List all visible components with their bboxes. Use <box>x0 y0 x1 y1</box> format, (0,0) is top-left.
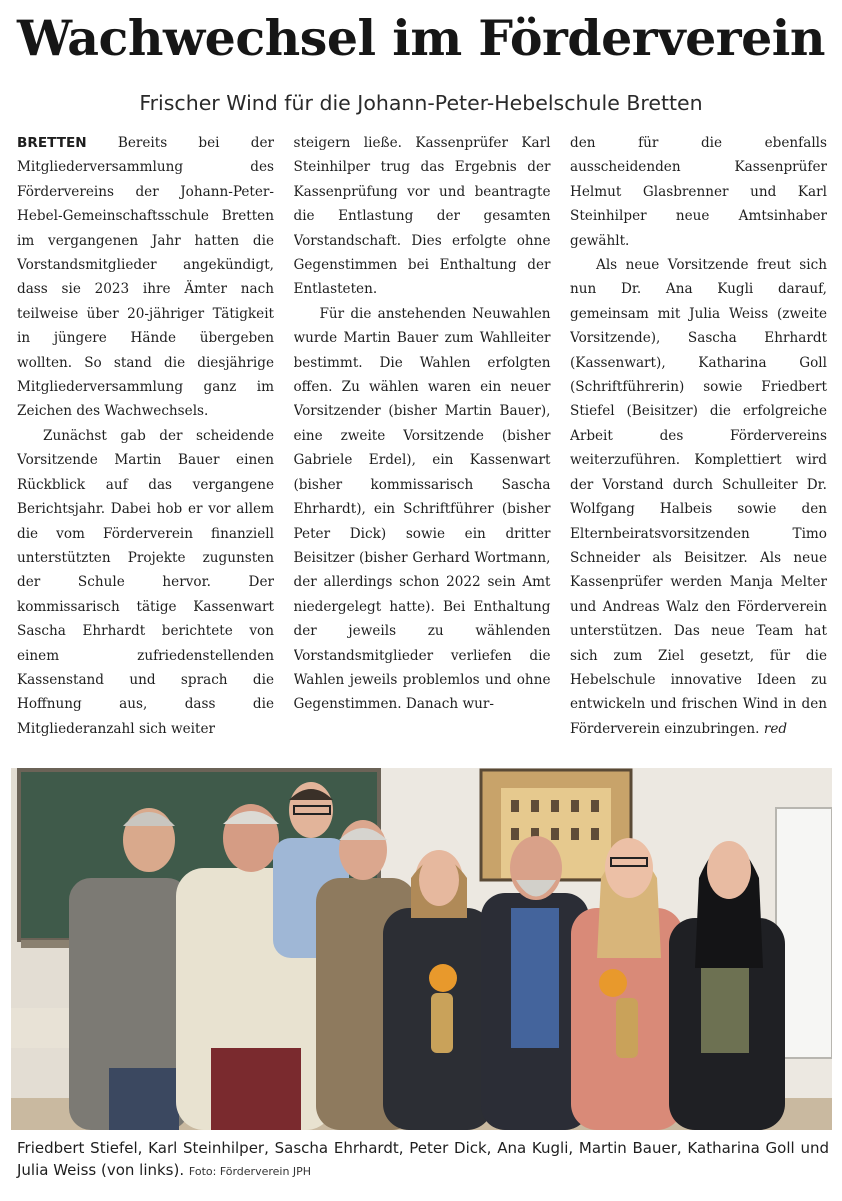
article-column-3 <box>570 131 827 761</box>
group-photo <box>11 768 832 1130</box>
article-paragraph: Für die anstehenden Neuwahlen wurde Martin Bauer zum Wahlleiter bestimmt. Die Wahlen erfolgten offen. Zu wählen waren ein neuer Vorsitzender (bisher Martin Bauer), eine zweite Vorsitzende (bisher Gabriele Erdel), ein Kassenwart (bisher kommissarisch Sascha Ehrhardt), ein Schriftführer (bisher Peter Dick) sowie ein dritter Beisitzer (bisher Gerhard Wortmann, der allerdings schon 2022 sein Amt niedergelegt hatte). Bei Enthaltung der jeweils zu wählenden Vorstandsmitglieder verliefen die Wahlen jeweils problemlos und ohne Gegenstimmen. Danach wur- <box>293 305 551 713</box>
article-paragraph <box>570 253 827 741</box>
photo-credit: Foto: Förderverein JPH <box>188 1165 312 1178</box>
author-signature: red <box>763 720 788 737</box>
group-photo-illustration <box>11 768 832 1130</box>
paragraph-text: Bereits bei der Mitgliederversammlung des Fördervereins der Johann-Peter-Hebel-Gemeinschaftsschule Bretten im vergangenen Jahr hatten die Vorstandsmitglieder angekündigt, dass sie 2023 ihre Ämter nach teilweise über 20-jähriger Tätigkeit in jüngere Hände übergeben wollten. So stand die diesjährige Mitgliederversammlung ganz im Zeichen des Wachwechsels. <box>17 135 274 420</box>
headline: Wachwechsel im Förderverein <box>17 9 825 67</box>
paragraph-text: Als neue Vorsitzende freut sich nun Dr. Ana Kugli darauf, gemeinsam mit Julia Weiss (zweite Vorsitzende), Sascha Ehrhardt (Kassenwart), Katharina Goll (Schriftführerin) sowie Friedbert Stiefel (Beisitzer) die erfolgreiche Arbeit des Fördervereins weiterzuführen. Komplettiert wird der Vorstand durch Schulleiter Dr. Wolfgang Halbeis sowie den Elternbeiratsvorsitzenden Timo Schneider als Beisitzer. Als neue Kassenprüfer werden Manja Melter und Andreas Walz den Förderverein unterstützen. Das neue Team hat sich zum Ziel gesetzt, für die Hebelschule innovative Ideen zu entwickeln und frischen Wind in den Förderverein einzubringen. <box>570 257 827 737</box>
article-column-2 <box>294 131 551 761</box>
article-paragraph: Zunächst gab der scheidende Vorsitzende Martin Bauer einen Rückblick auf das vergangene Berichtsjahr. Dabei hob er vor allem die vom Förderverein finanziell unterstützten Projekte zugunsten der Schule hervor. Der kommissarisch tätige Kassenwart Sascha Ehrhardt berichtete von einem zufriedenstellenden Kassenstand und sprach die Hoffnung aus, dass die Mitgliederanzahl sich weiter <box>17 427 274 737</box>
article-column-1 <box>17 131 274 761</box>
subheadline: Frischer Wind für die Johann-Peter-Hebelschule Bretten <box>139 91 703 115</box>
dateline: BRETTEN <box>17 135 87 151</box>
article-paragraph <box>17 131 274 424</box>
article-paragraph: den für die ebenfalls ausscheidenden Kassenprüfer Helmut Glasbrenner und Karl Steinhilper neue Amtsinhaber gewählt. <box>570 135 827 249</box>
article-body <box>17 131 827 761</box>
article-paragraph: steigern ließe. Kassenprüfer Karl Steinhilper trug das Ergebnis der Kassenprüfung vor und beantragte die Entlastung der gesamten Vorstandschaft. Dies erfolgte ohne Gegenstimmen bei Enthaltung der Entlasteten. <box>293 135 551 298</box>
caption-text: Friedbert Stiefel, Karl Steinhilper, Sascha Ehrhardt, Peter Dick, Ana Kugli, Martin Bauer, Katharina Goll und Julia Weiss (von links). <box>17 1139 829 1179</box>
photo-caption <box>17 1137 829 1183</box>
